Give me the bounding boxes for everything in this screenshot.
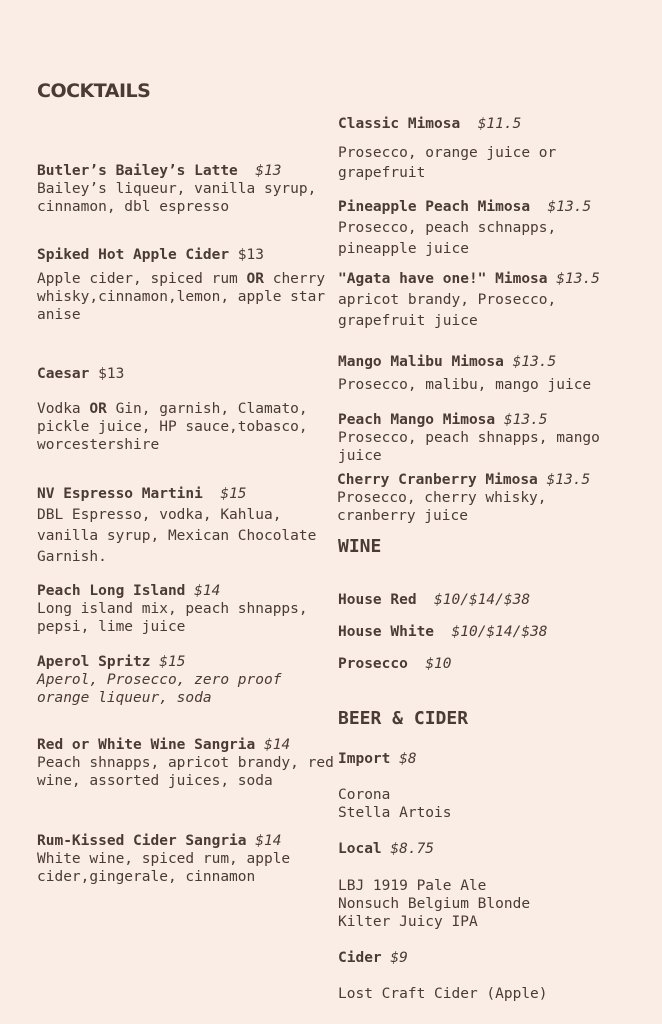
item-price: $13.5 bbox=[546, 472, 591, 488]
item-name: Spiked Hot Apple Cider bbox=[37, 247, 230, 263]
item-name: Prosecco bbox=[338, 656, 408, 672]
item-description: DBL Espresso, vodka, Kahlua, vanilla syrup, Mexican Chocolate Garnish. bbox=[37, 507, 317, 565]
item-price: $15 bbox=[220, 486, 247, 502]
list-item: Stella Artois bbox=[338, 805, 452, 821]
menu-item bbox=[338, 591, 530, 609]
list-item: Nonsuch Belgium Blonde bbox=[338, 896, 531, 912]
item-price: $15 bbox=[159, 654, 186, 670]
list-item: Kilter Juicy IPA bbox=[338, 914, 478, 930]
menu-item bbox=[37, 653, 337, 707]
item-description: Bailey’s liqueur, vanilla syrup, cinnamon, dbl espresso bbox=[37, 181, 317, 215]
item-name: House White bbox=[338, 624, 435, 640]
item-name: Mango Malibu Mimosa bbox=[338, 354, 504, 370]
item-price: $11.5 bbox=[477, 116, 522, 132]
item-name: Rum-Kissed Cider Sangria bbox=[37, 833, 247, 849]
item-price: $10/$14/$38 bbox=[434, 592, 531, 608]
menu-item bbox=[338, 353, 628, 394]
menu-item bbox=[338, 198, 628, 260]
item-name: "Agata have one!" Mimosa bbox=[338, 271, 548, 287]
item-price: $8 bbox=[399, 751, 417, 767]
item-description: Prosecco, peach shnapps, mango juice bbox=[338, 430, 600, 464]
item-price: $9 bbox=[390, 950, 408, 966]
item-description: Long island mix, peach shnapps, pepsi, lime juice bbox=[37, 601, 308, 635]
item-price: $13.5 bbox=[556, 271, 600, 287]
item-price: $8.75 bbox=[390, 841, 435, 857]
item-price: $14 bbox=[194, 583, 221, 599]
menu-item bbox=[338, 411, 628, 465]
item-name: Cherry Cranberry Mimosa bbox=[337, 472, 538, 488]
menu-item bbox=[337, 471, 627, 525]
beer-list bbox=[338, 877, 530, 931]
item-description: Prosecco, orange juice or grapefruit bbox=[338, 145, 557, 181]
list-item: Lost Craft Cider (Apple) bbox=[338, 986, 548, 1002]
item-name: House Red bbox=[338, 592, 417, 608]
menu-item bbox=[338, 115, 628, 183]
item-description: Peach shnapps, apricot brandy, red wine, assorted juices, soda bbox=[37, 755, 334, 789]
item-price: $13.5 bbox=[503, 412, 548, 428]
item-name: Cider bbox=[338, 950, 382, 966]
menu-item bbox=[37, 162, 337, 216]
item-name: NV Espresso Martini bbox=[37, 486, 203, 502]
menu-item bbox=[37, 246, 337, 324]
item-name: Aperol Spritz bbox=[37, 654, 151, 670]
item-name: Caesar bbox=[37, 366, 90, 382]
item-description: White wine, spiced rum, apple cider,gingerale, cinnamon bbox=[37, 851, 291, 885]
item-description: apricot brandy, Prosecco, grapefruit juice bbox=[338, 292, 557, 329]
cocktails-heading: COCKTAILS bbox=[37, 80, 151, 102]
beer-list bbox=[338, 985, 548, 1003]
item-description: Prosecco, malibu, mango juice bbox=[338, 377, 592, 393]
item-price: $14 bbox=[255, 833, 282, 849]
list-item: LBJ 1919 Pale Ale bbox=[338, 878, 487, 894]
item-description: Vodka OR Gin, garnish, Clamato, pickle juice, HP sauce,tobasco, worcestershire bbox=[37, 401, 308, 453]
menu-item bbox=[338, 840, 434, 858]
wine-heading: WINE bbox=[338, 536, 382, 557]
list-item: Corona bbox=[338, 787, 391, 803]
menu-item bbox=[37, 485, 337, 568]
menu-item bbox=[338, 655, 452, 673]
item-description: Apple cider, spiced rum OR cherry whisky,cinnamon,lemon, apple star anise bbox=[37, 271, 326, 323]
menu-item bbox=[37, 832, 337, 886]
item-price: $10 bbox=[425, 656, 452, 672]
item-price: $10/$14/$38 bbox=[451, 624, 548, 640]
menu-item bbox=[37, 736, 337, 790]
item-name: Import bbox=[338, 751, 391, 767]
item-price: $14 bbox=[263, 737, 291, 753]
menu-item bbox=[338, 750, 417, 768]
item-price: $13.5 bbox=[547, 199, 592, 215]
item-name: Peach Long Island bbox=[37, 583, 186, 599]
menu-item bbox=[338, 949, 408, 967]
item-name: Butler’s Bailey’s Latte bbox=[37, 163, 238, 179]
item-description: Aperol, Prosecco, zero proof orange liqueur, soda bbox=[37, 672, 282, 706]
item-name: Local bbox=[338, 841, 382, 857]
item-name: Pineapple Peach Mimosa bbox=[338, 199, 531, 215]
item-name: Classic Mimosa bbox=[338, 116, 461, 132]
menu-item bbox=[37, 365, 337, 454]
beer-list bbox=[338, 786, 452, 822]
item-description: Prosecco, peach schnapps, pineapple juice bbox=[338, 220, 557, 257]
item-price: $13 bbox=[98, 366, 125, 382]
item-description: Prosecco, cherry whisky, cranberry juice bbox=[337, 490, 547, 524]
menu-item bbox=[338, 270, 628, 332]
item-price: $13 bbox=[237, 247, 264, 263]
beer-cider-heading: BEER & CIDER bbox=[338, 708, 469, 729]
menu-item bbox=[338, 623, 548, 641]
menu-item bbox=[37, 582, 337, 636]
item-name: Red or White Wine Sangria bbox=[37, 737, 256, 753]
item-price: $13.5 bbox=[512, 354, 557, 370]
item-price: $13 bbox=[255, 163, 282, 179]
item-name: Peach Mango Mimosa bbox=[338, 412, 496, 428]
